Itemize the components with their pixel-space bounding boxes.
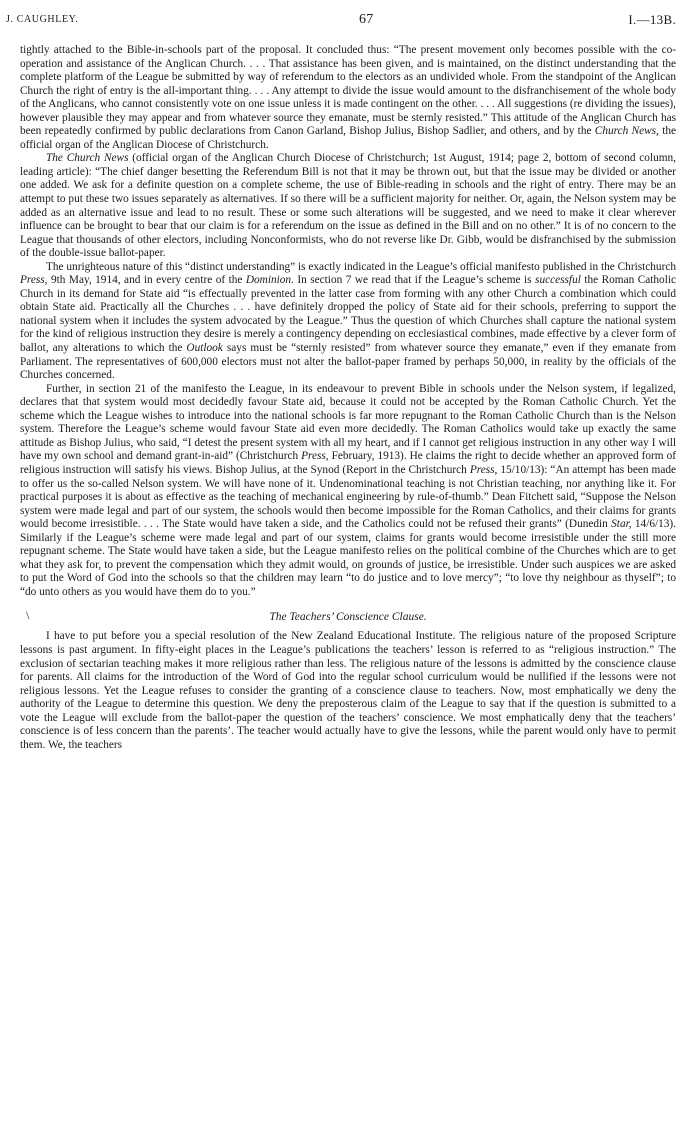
paragraph-4: Further, in section 21 of the manifesto the League, in its endeavour to prevent Bible in schools under the Nelson system, if legalized, declares that that system would most decidedly favour State aid, because it could not be accepted by the Roman Catholic Church. Yet the scheme which the League wishes to introduce into the national schools is far more repugnant to the Roman Catholic Church than is the Nelson system. Therefore the League’s scheme would favour State aid even more decidedly. The Roman Catholics would take up exactly the same attitude as Bishop Julius, who said, “I detest the present system with all my heart, and if I cannot get religious instruction in any other way I will have my own school and demand grant-in-aid” (Christchurch Press, February, 1913). He claims the right to decide whether an approved form of religious instruction will satisfy his views. Bishop Julius, at the Synod (Report in the Christchurch Press, 15/10/13): “An attempt has been made to offer us the so-called Nelson system. We will have none of it. Undenominational teaching is not Christian teaching, nor anything like it. For practical purposes it is about as effective as the teaching of mechanical engineering by rule-of-thumb.” Dean Fitchett said, “Suppose the Nelson system were made legal and part of our system, the schools would then become impossible for the Roman Catholics, and their claims for grants would become irresistible. . . . The State would have taken a side, and the Catholics could not be refused their grants” (Dunedin Star, 14/6/13). Similarly if the League’s scheme were made legal and part of our system, claims for grants would become irresistible under the still more repugnant scheme. The State would have taken a side, but the League manifesto relies on the political combine of the Churches which are to get what they ask for, to prevent the compensation which they admit would, on grounds of justice, be irresistible. Under such auspices we are asked to put the Word of God into the schools so that the children may learn “to do justice and to love mercy”; “to love thy neighbour as thyself”; to “do unto others as you would have them do to you.” xyxy=(20,382,677,598)
paragraph-3: The unrighteous nature of this “distinct understanding” is exactly indicated in the League’s official manifesto published in the Christchurch Press, 9th May, 1914, and in every centre of the Dominion. In section 7 we read that if the League’s scheme is successful the Roman Catholic Church in its demand for State aid “is effectually prevented in the latter case from forming with any other Church a combination which could obtain State aid. Practically all the Churches . . . have definitely dropped the policy of State aid for their schools, preferring to support the national system when it includes the system advocated by the League.” Thus the question of which Churches shall capture the national system for the kind of religious instruction they desire is merely a contingency depending on ecclesiastical combines, made effective by a clever form of ballot, any alterations to which the Outlook says must be “sternly resisted” from whatever source they emanate,” even if they emanate from Parliament. The representatives of 600,000 electors must not alter the ballot-paper framed by perhaps 50,000, in reality by the officials of the Churches concerned. xyxy=(20,260,676,382)
margin-mark: \ xyxy=(26,608,30,623)
document-body xyxy=(20,44,676,752)
section-heading xyxy=(20,610,676,624)
header-author: J. CAUGHLEY. xyxy=(6,14,79,25)
page-number: 67 xyxy=(359,12,374,27)
paper-reference: I.—13B. xyxy=(628,12,676,27)
page-header xyxy=(6,12,676,32)
paragraph-2: The Church News (official organ of the Anglican Church Diocese of Christchurch; 1st August, 1914; page 2, bottom of second column, leading article): “The chief danger besetting the Referendum Bill is not that it may be thrown out, but that the issue may be divided or another one added. We ask for a definite question on a complete scheme, the use of Bible-reading in schools and the right of entry. There may be an attempt to put these two issues separately as alternatives. If so there will be a sufficient majority for neither. Or, again, the Nelson system may be added as an alternative issue and lead to no result. These or some such alterations will be suggested, and we need to make it clear wherever influence can be brought to bear that our claim is for a referendum on the issue as defined in the Bill and on no other.” It is of no concern to the League that thousands of other electors, including Nonconformists, who do not reverse like Dr. Gibb, would be disfranchised by the submission of the double-issue ballot-paper. xyxy=(20,152,676,260)
paragraph-1: tightly attached to the Bible-in-schools part of the proposal. It concluded thus: “The present movement only becomes possible with the co-operation and assistance of the Anglican Church. . . . That assistance has been given, and is maintained, on the distinct understanding that the complete platform of the League be submitted by way of referendum to the electors as an undivided whole. From the standpoint of the Anglican Church the right of entry is the all-important thing. . . . Any attempt to divide the issue would amount to the disfranchisement of the whole body of the Anglicans, who cannot consistently vote on one issue unless it is made contingent on the other. . . . All suggestions (re dividing the issues), however plausible they may appear and from whatever source they emanate, must be sternly resisted.” This attitude of the Anglican Church has been repeatedly confirmed by public declarations from Canon Garland, Bishop Julius, Bishop Sadlier, and others, and by the Church News, the official organ of the Anglican Diocese of Christchurch. xyxy=(20,44,676,151)
paragraph-5: I have to put before you a special resolution of the New Zealand Educational Institute. The religious nature of the proposed Scripture lessons is past argument. In fifty-eight places in the League’s publications the teachers’ lesson is referred to as “religious instruction.” The exclusion of sectarian teaching makes it more religious rather than less. The religious nature of the lessons is admitted by the conscience clause for parents. All claims for the introduction of the Word of God into the regular school curriculum would be nullified if the lessons were not religious lessons. Yet the League refuses to consider the granting of a conscience clause to teachers. Now, most emphatically we deny the authority of the League to determine this question. We deny the preposterous claim of the League to say that if the question is submitted to a vote the League will exclude from the ballot-paper the question of the teachers’ conscience. We most emphatically deny that the teachers’ conscience is of less concern than the parents’. The teacher would actually have to give the lessons, while the parent would only have to permit them. We, the teachers xyxy=(20,630,676,751)
section-title: The Teachers’ Conscience Clause. xyxy=(269,611,427,624)
